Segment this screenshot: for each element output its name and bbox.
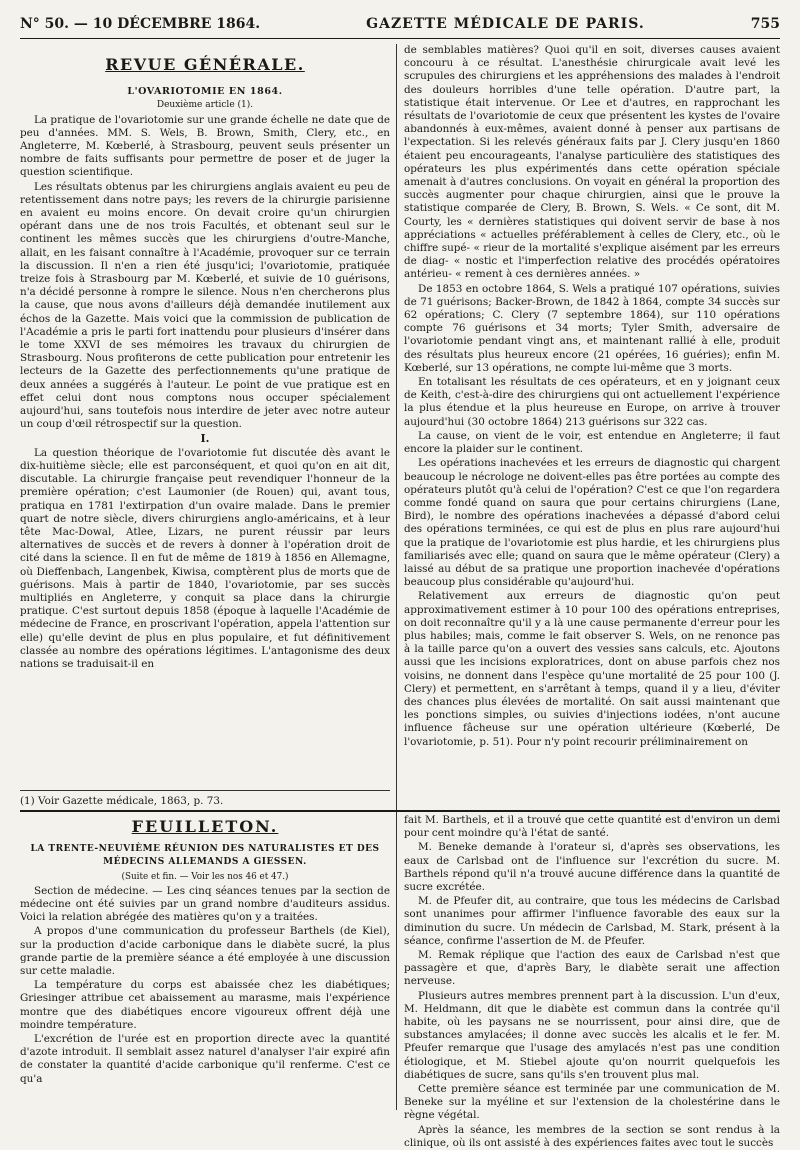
feuilleton-right-column xyxy=(404,814,780,1149)
column-divider xyxy=(396,44,397,1110)
paragraph: Plusieurs autres membres prennent part à la discussion. L'un d'eux, M. Heldmann, dit que le diabète est commun dans la contrée qu'il habite, où les paysans ne se nourrissent, pour ainsi dire, que de substances amylacées; il donne avec succès les alcalis et le fer. M. Pfeufer remarque que l'usage des amylacés n'est pas une condition étiologique, et M. Stiebel ajoute qu'on nourrit quelquefois les diabétiques de sucre, sans qu'ils s'en trouvent plus mal. xyxy=(404,989,780,1081)
revue-generale-column xyxy=(20,44,390,784)
revue-title: REVUE GÉNÉRALE. xyxy=(105,55,305,74)
paragraph: La pratique de l'ovariotomie sur une grande échelle ne date que de peu d'années. MM. S. Wels, B. Brown, Smith, Clery, etc., en Angleterre, M. Kœberlé, à Strasbourg, peuvent seuls présenter un nombre de faits suffisants pour permettre de poser et de juger la question scientifique. xyxy=(20,113,390,179)
issue-date: N° 50. — 10 DÉCEMBRE 1864. xyxy=(20,16,261,32)
paragraph: La cause, on vient de le voir, est entendue en Angleterre; il faut encore la plaider sur le continent. xyxy=(404,429,780,456)
feuilleton-title: FEUILLETON. xyxy=(131,817,279,836)
newspaper-title: GAZETTE MÉDICALE DE PARIS. xyxy=(366,16,645,32)
revue-subtitle: L'OVARIOTOMIE EN 1864. xyxy=(127,86,283,98)
page-header xyxy=(20,10,780,39)
feuilleton-left-column xyxy=(20,814,390,1110)
paragraph: Relativement aux erreurs de diagnostic qu'on peut approximativement estimer à 10 pour 100 des opérations entreprises, on doit reconnaître qu'il y a là une cause permanente d'erreur pour les plus habiles; mais, comme le fait observer S. Wels, on ne renonce pas à la taille parce qu'on a ouvert des vessies sans calculs, etc. Ajoutons aussi que les incisions exploratrices, dont on abuse parfois chez nos voisins, ne donnent dans l'espèce qu'une mortalité de 25 pour 100 (J. Clery) et permettent, en s'arrêtant à temps, quand il y a lieu, d'éviter des chances plus élevées de mortalité. On sait aussi maintenant que les ponctions simples, ou suivies d'injections iodées, n'ont aucune influence fâcheuse sur une opération ultérieure (Kœberlé, De l'ovariotomie, p. 51). Pour n'y point recourir préliminairement on xyxy=(404,590,780,748)
paragraph: de semblables matières? Quoi qu'il en soit, diverses causes avaient concouru à ce résultat. L'anesthésie chirurgicale avait levé les scrupules des chirurgiens et les appréhensions des malades à l'endroit des douleurs horribles d'une telle opération. D'autre part, la statistique était intervenue. Or Lee et d'autres, en rapprochant les résultats de l'ovariotomie de ceux que présentent les kystes de l'ovaire abandonnés à eux-mêmes, avaient donné à penser aux partisans de l'expectation. Si les relevés généraux faits par J. Clery jusqu'en 1860 étaient peu encourageants, l'analyse particulière des statistiques des opérateurs les plus expérimentés dans cette opération spéciale amenait à d'autres conclusions. On voyait en général la proportion des succès augmenter pour chaque chirurgien, ainsi que le prouve la statistique comparée de Clery, B. Brown, S. Wels. « Ce sont, dit M. Courty, les « dernières statistiques qui doivent servir de base à nos appréciations « actuelles préférablement à celles de Clery, etc., où le chiffre supé- « rieur de la mortalité s'explique aisément par les erreurs de diag- « nostic et l'imperfection relative des procédés opératoires antérieu- « rement à ces dernières années. » xyxy=(404,44,780,281)
paragraph: Cette première séance est terminée par une communication de M. Beneke sur la myéline et sur l'extension de la cholestérine dans le règne végétal. xyxy=(404,1083,780,1122)
paragraph: M. Beneke demande à l'orateur si, d'après ses observations, les eaux de Carlsbad ont de l'influence sur l'excrétion du sucre. M. Barthels répond qu'il n'a trouvé aucune différence dans la quantité de sucre excrétée. xyxy=(404,841,780,894)
paragraph: Après la séance, les membres de la section se sont rendus à la clinique, où ils ont assisté à des expériences faites avec tout le succès xyxy=(404,1123,780,1149)
paragraph: M. Remak réplique que l'action des eaux de Carlsbad n'est que passagère et que, d'après Bary, le diabète serait une affection nerveuse. xyxy=(404,949,780,988)
footnote: (1) Voir Gazette médicale, 1863, p. 73. xyxy=(20,790,390,807)
revue-article-number: Deuxième article (1). xyxy=(156,100,254,111)
feuilleton-subtitle: LA TRENTE-NEUVIÈME RÉUNION DES NATURALISTES ET DES MÉDECINS ALLEMANDS A GIESSEN. xyxy=(30,844,380,868)
feuilleton-divider xyxy=(20,810,780,812)
paragraph: De 1853 en octobre 1864, S. Wels a pratiqué 107 opérations, suivies de 71 guérisons; Backer-Brown, de 1842 à 1864, compte 34 succès sur 62 opérations; C. Clery (7 septembre 1864), sur 110 opérations compte 76 guérisons et 34 morts; Tyler Smith, adversaire de l'ovariotomie pendant vingt ans, et maintenant rallié à elle, produit des résultats plus heureux encore (21 opérées, 16 guéries); enfin M. Kœberlé, sur 13 opérations, ne compte lui-même que 3 morts. xyxy=(404,282,780,374)
page-number: 755 xyxy=(750,16,780,32)
paragraph: La question théorique de l'ovariotomie fut discutée dès avant le dix-huitième siècle; elle est parconséquent, et quoi qu'on en ait dit, discutable. La chirurgie française peut revendiquer l'honneur de la première opération; c'est Laumonier (de Rouen) qui, avant tous, pratiqua en 1781 l'extirpation d'un ovaire malade. Dans le premier quart de notre siècle, divers chirurgiens anglo-américains, et à leur tête Mac-Dowal, Atlee, Lizars, ne purent réussir par leurs alternatives de succès et de revers à donner à l'opération droit de cité dans la science. Il en fut de même de 1819 à 1856 en Allemagne, où Dieffenbach, Langenbek, Kiwisa, comptèrent plus de morts que de guérisons. Mais à partir de 1840, l'ovariotomie, par ses succès multipliés en Angleterre, y conquit sa place dans la chirurgie pratique. C'est surtout depuis 1858 (époque à laquelle l'Académie de médecine de France, en proscrivant l'opération, appela l'attention sur elle) qu'elle devint de plus en plus populaire, et fut définitivement classée au nombre des opérations légitimes. L'antagonisme des deux nations se traduisait-il en xyxy=(20,446,390,670)
paragraph: Les résultats obtenus par les chirurgiens anglais avaient eu peu de retentissement dans notre pays; les revers de la chirurgie parisienne en avaient eu moins encore. On devait croire qu'un chirurgien opérant dans une de nos trois Facultés, et obtenant seul sur le continent les mêmes succès que les chirurgiens d'outre-Manche, allait, en les faisant connaître à l'Académie, provoquer sur ce terrain la discussion. Il n'en a rien été jusqu'ici; l'ovariotomie, pratiquée treize fois à Strasbourg par M. Kœberlé, et suivie de 10 guérisons, n'a décidé personne à rompre le silence. Nous n'en chercherons plus la cause, que nous avons d'ailleurs déjà demandée inutilement aux échos de la Gazette. Mais voici que la commission de publication de l'Académie a pris le parti fort inattendu pour plusieurs d'insérer dans le tome XXVI de ses mémoires les travaux du chirurgien de Strasbourg. Nous profiterons de cette publication pour entretenir les lecteurs de la Gazette des perfectionnements qu'une pratique de deux années a suggérés à l'auteur. Le point de vue pratique est en effet celui dont nous comptons nous occuper spécialement aujourd'hui, sans toutefois nous interdire de jeter avec notre auteur un coup d'œil rétrospectif sur la question. xyxy=(20,180,390,431)
section-number: I. xyxy=(200,432,210,446)
paragraph: En totalisant les résultats de ces opérateurs, et en y joignant ceux de Keith, c'est-à-dire des chirurgiens qui ont actuellement l'expérience la plus étendue et la plus heureuse en Europe, on arrive à trouver aujourd'hui (30 octobre 1864) 213 guérisons sur 322 cas. xyxy=(404,376,780,428)
revue-right-column xyxy=(404,44,780,784)
paragraph: Section de médecine. — Les cinq séances tenues par la section de médecine ont été suivies par un grand nombre d'auditeurs assidus. Voici la relation abrégée des matières qu'on y a traitées. xyxy=(20,884,390,924)
paragraph: L'excrétion de l'urée est en proportion directe avec la quantité d'azote introduit. Il semblait assez naturel d'analyser l'air expiré afin de constater la quantité d'acide carbonique qu'il renferme. C'est ce qu'a xyxy=(20,1033,390,1085)
paragraph: La température du corps est abaissée chez les diabétiques; Griesinger attribue cet abaissement au marasme, mais l'expérience montre que des diabétiques encore vigoureux offrent déjà une moindre température. xyxy=(20,979,390,1031)
feuilleton-continuation: (Suite et fin. — Voir les nos 46 et 47.) xyxy=(121,871,289,882)
paragraph: fait M. Barthels, et il a trouvé que cette quantité est d'environ un demi pour cent moindre qu'à l'état de santé. xyxy=(404,814,780,840)
paragraph: Les opérations inachevées et les erreurs de diagnostic qui chargent beaucoup le nécrologe ne doivent-elles pas être portées au compte des opérateurs plutôt qu'à celui de l'opération? C'est ce que l'on regardera comme fondé quand on saura que pour certains chirurgiens (Lane, Bird), le nombre des opérations inachevées a dépassé d'abord celui des opérations terminées, ce qui est de plus en plus rare aujourd'hui que la pratique de l'ovariotomie est plus hardie, et les chirurgiens plus familiarisés avec elle; quand on saura que le même opérateur (Clery) a laissé au début de sa pratique une proportion inachevée d'opérations beaucoup plus considérable qu'aujourd'hui. xyxy=(404,457,780,589)
paragraph: M. de Pfeufer dit, au contraire, que tous les médecins de Carlsbad sont unanimes pour affirmer l'influence favorable des eaux sur la diminution du sucre. Un médecin de Carlsbad, M. Stark, présent à la séance, confirme l'assertion de M. de Pfeufer. xyxy=(404,895,780,947)
paragraph: A propos d'une communication du professeur Barthels (de Kiel), sur la production d'acide carbonique dans le diabète sucré, la plus grande partie de la première séance a été employée à une discussion sur cette maladie. xyxy=(20,925,390,978)
